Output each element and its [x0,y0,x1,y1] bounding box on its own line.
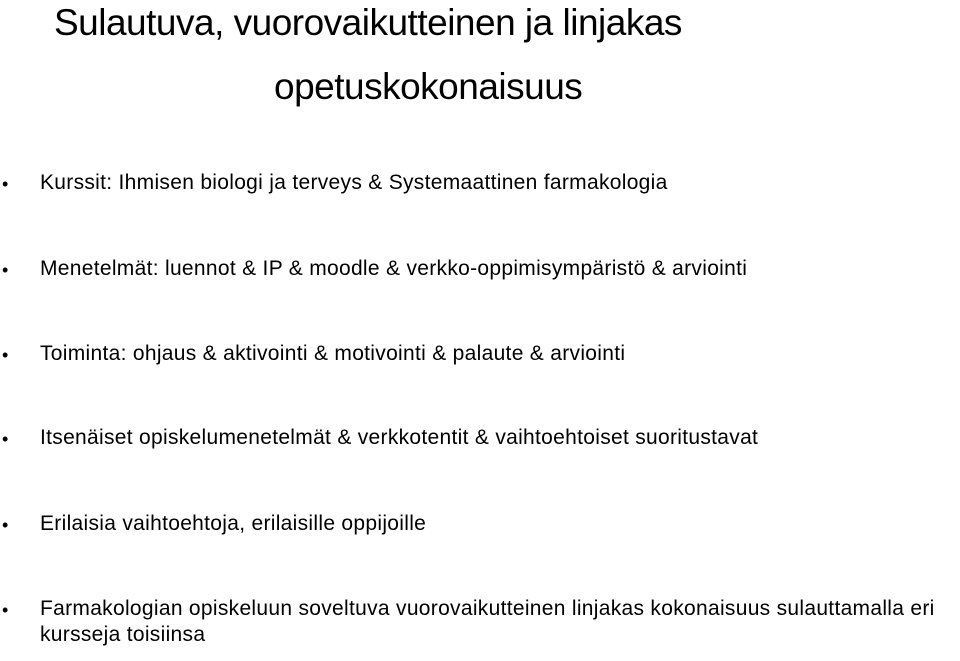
slide-title-line-2: opetuskokonaisuus [274,66,583,107]
bullet-marker: • [2,345,9,365]
bullet-text: Itsenäiset opiskelumenetelmät & verkkotentit & vaihtoehtoiset suoritustavat [40,426,759,449]
bullet-text: Erilaisia vaihtoehtoja, erilaisille oppijoille [40,512,427,535]
bullet-marker: • [2,260,9,280]
bullet-text: Menetelmät: luennot & IP & moodle & verkko-oppimisympäristö & arviointi [40,257,748,280]
bullet-text: Toiminta: ohjaus & aktivointi & motivointi & palaute & arviointi [40,342,626,365]
bullet-text: Farmakologian opiskeluun soveltuva vuorovaikutteinen linjakas kokonaisuus sulauttamalla eri kursseja toisiinsa [40,597,935,647]
bullet-marker: • [2,515,9,535]
bullet-text: Kurssit: Ihmisen biologi ja terveys & Systemaattinen farmakologia [40,171,668,194]
bullet-marker: • [2,174,9,194]
bullet-marker: • [2,429,9,449]
slide-title-line-1: Sulautuva, vuorovaikutteinen ja linjakas [54,2,682,43]
bullet-marker: • [2,600,9,620]
